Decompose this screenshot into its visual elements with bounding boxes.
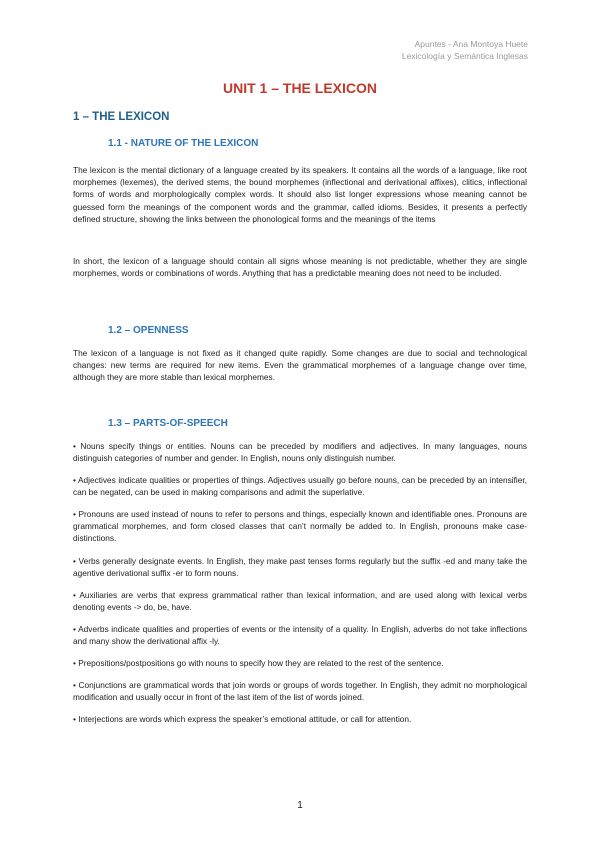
- bullet-prepositions: • Prepositions/postpositions go with nouns to specify how they are related to the rest of the sentence.: [73, 658, 444, 668]
- bullet-adjectives: • Adjectives indicate qualities or properties of things. Adjectives usually go before nouns, can be preceded by an intensifier, can be negated, can be used in making comparisons and admit the superlative.: [73, 475, 527, 498]
- bullet-verbs: • Verbs generally designate events. In English, they make past tenses forms regularly but the suffix -ed and many take the agentive derivational suffix -er to form nouns.: [73, 556, 527, 579]
- running-header: [402, 38, 528, 62]
- bullet-pronouns: • Pronouns are used instead of nouns to refer to persons and things, especially known and identifiable ones. Pronouns are grammatical morphemes, and form closed classes that can’t normally be added to. In English, pronouns make case-distinctions.: [73, 509, 527, 544]
- paragraph-openness: The lexicon of a language is not fixed as it changed quite rapidly. Some changes are due to social and technological changes: new terms are required for new items. Even the grammatical morphemes of a language change over time, although they are more stable than lexical morphemes.: [73, 348, 527, 383]
- paragraph-nature-1: The lexicon is the mental dictionary of a language created by its speakers. It contains all the words of a language, like root morphemes (lexemes), the derived stems, the bound morphemes (inflectional and derivational affixes), clitics, inflectional forms of words and morphologically complex words. It should also list longer expressions whose meaning cannot be guessed form the meanings of the component words and the grammar, called idioms. Besides, it presents a perfectly defined structure, showing the links between the phonological forms and the meanings of the items: [73, 165, 527, 224]
- bullet-conjunctions: • Conjunctions are grammatical words that join words or groups of words together. In English, they admit no morphological modification and usually occur in front of the last item of the list of words joined.: [73, 680, 527, 703]
- header-author: Apuntes - Ana Montoya Huete: [414, 39, 528, 49]
- header-course: Lexicología y Semántica Inglesas: [401, 51, 528, 61]
- bullet-auxiliaries: • Auxiliaries are verbs that express grammatical rather than lexical information, and are used along with lexical verbs denoting events -> do, be, have.: [73, 590, 527, 613]
- unit-title: UNIT 1 – THE LEXICON: [222, 80, 378, 96]
- subsection-heading-nature: 1.1 - NATURE OF THE LEXICON: [108, 138, 259, 149]
- paragraph-nature-2: In short, the lexicon of a language should contain all signs whose meaning is not predictable, whether they are single morphemes, words or combinations of words. Anything that has a predictable meaning does not need to be included.: [73, 256, 527, 279]
- subsection-heading-parts-of-speech: 1.3 – PARTS-OF-SPEECH: [108, 418, 228, 429]
- bullet-nouns: • Nouns specify things or entities. Nouns can be preceded by modifiers and adjectives. In many languages, nouns distinguish categories of number and gender. In English, nouns only distinguish number.: [73, 441, 527, 464]
- subsection-heading-openness: 1.2 – OPENNESS: [108, 325, 189, 336]
- page-number: 1: [297, 800, 303, 811]
- section-heading-lexicon: 1 – THE LEXICON: [73, 111, 170, 123]
- bullet-interjections: • Interjections are words which express the speaker’s emotional attitude, or call for attention.: [73, 714, 412, 724]
- bullet-adverbs: • Adverbs indicate qualities and properties of events or the intensity of a quality. In English, adverbs do not take inflections and many show the derivational affix -ly.: [73, 624, 527, 647]
